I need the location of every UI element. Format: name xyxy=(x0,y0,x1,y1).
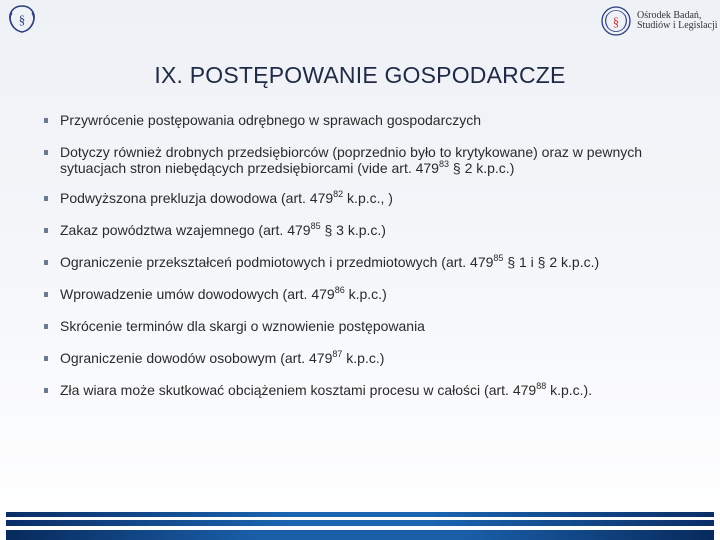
item-text: Dotyczy również drobnych przedsiębiorców (poprzednio było to krytykowane) oraz w pewnych xyxy=(60,144,643,160)
bullet-list xyxy=(44,112,694,414)
list-item xyxy=(44,382,694,398)
list-item xyxy=(44,350,694,366)
bullet-icon xyxy=(44,324,48,329)
item-text: Skrócenie terminów dla skargi o wznowienie postępowania xyxy=(60,318,425,334)
item-text: Podwyższona prekluzja dowodowa (art. 479 xyxy=(60,190,334,206)
article-superscript: 85 xyxy=(310,221,321,231)
right-logo-text xyxy=(637,11,718,31)
item-text: § 3 k.p.c.) xyxy=(320,222,386,238)
list-item xyxy=(44,144,694,176)
bullet-icon xyxy=(44,356,48,361)
bullet-icon xyxy=(44,118,48,123)
footer-band xyxy=(6,520,714,526)
article-superscript: 88 xyxy=(536,381,547,391)
list-item xyxy=(44,190,694,206)
bullet-icon xyxy=(44,150,48,155)
item-text: Przywrócenie postępowania odrębnego w sprawach gospodarczych xyxy=(60,112,482,128)
item-text: Wprowadzenie umów dowodowych (art. 479 xyxy=(60,286,335,302)
article-superscript: 87 xyxy=(332,349,343,359)
item-text: Zła wiara może skutkować obciążeniem kosztami procesu w całości (art. 479 xyxy=(60,382,537,398)
article-superscript: 85 xyxy=(493,253,504,263)
list-item xyxy=(44,112,694,128)
article-superscript: 82 xyxy=(333,189,344,199)
list-item xyxy=(44,286,694,302)
bullet-icon xyxy=(44,196,48,201)
article-superscript: 83 xyxy=(438,159,449,169)
item-text: Ograniczenie przekształceń podmiotowych i przedmiotowych (art. 479 xyxy=(60,254,494,270)
item-text: k.p.c.). xyxy=(546,382,593,398)
paragraph-emblem-icon xyxy=(600,5,632,37)
list-item xyxy=(44,318,694,334)
paragraph-emblem-icon xyxy=(4,4,40,34)
slide-title: IX. POSTĘPOWANIE GOSPODARCZE xyxy=(154,62,566,88)
svg-text:§: § xyxy=(612,14,620,29)
svg-text:§: § xyxy=(18,12,26,27)
bullet-icon xyxy=(44,260,48,265)
footer-decoration xyxy=(0,510,720,540)
list-item xyxy=(44,254,694,270)
item-text: k.p.c., ) xyxy=(343,190,393,206)
footer-band xyxy=(6,530,714,540)
item-text: Ograniczenie dowodów osobowym (art. 479 xyxy=(60,350,333,366)
bullet-icon xyxy=(44,228,48,233)
bullet-icon xyxy=(44,292,48,297)
item-text: sytuacjach stron niebędących przedsiębiorcami (vide art. 479 xyxy=(60,160,439,176)
article-superscript: 86 xyxy=(334,285,345,295)
logo-text-line: Studiów i Legislacji xyxy=(637,20,718,31)
item-text: § 1 i § 2 k.p.c.) xyxy=(503,254,600,270)
bullet-icon xyxy=(44,388,48,393)
item-text: Zakaz powództwa wzajemnego (art. 479 xyxy=(60,222,311,238)
item-text: k.p.c.) xyxy=(344,286,387,302)
logo-text-line: Ośrodek Badań, xyxy=(637,10,702,21)
item-text: k.p.c.) xyxy=(342,350,385,366)
right-logo xyxy=(600,4,718,38)
list-item xyxy=(44,222,694,238)
left-logo xyxy=(4,4,40,48)
item-text: § 2 k.p.c.) xyxy=(449,160,515,176)
footer-band xyxy=(6,512,714,517)
